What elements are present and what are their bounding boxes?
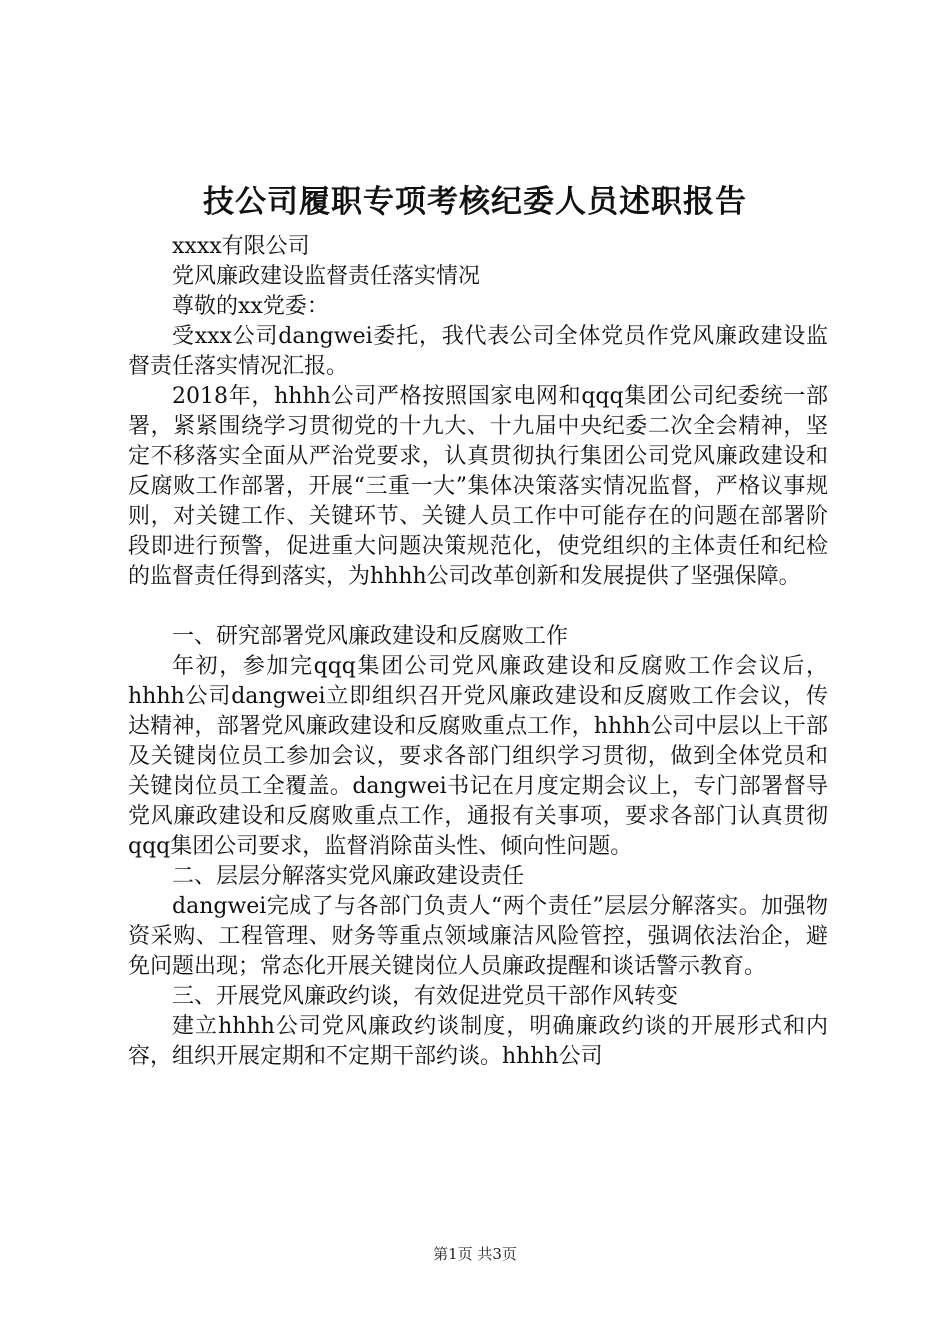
section-3-paragraph: 建立hhhh公司党风廉政约谈制度，明确廉政约谈的开展形式和内容，组织开展定期和不定期干部约谈。hhhh公司 bbox=[128, 1014, 828, 1069]
section-3-heading: 三、开展党风廉政约谈，有效促进党员干部作风转变 bbox=[172, 984, 679, 1009]
subject-line: 党风廉政建设监督责任落实情况 bbox=[172, 264, 481, 289]
section-1-paragraph: 年初，参加完qqq集团公司党风廉政建设和反腐败工作会议后，hhhh公司dangwei立即组织召开党风廉政建设和反腐败工作会议，传达精神，部署党风廉政建设和反腐败重点工作，hhhh公司中层以上干部及关键岗位员工参加会议，要求各部门组织学习贯彻，做到全体党员和关键岗位员工全覆盖。dangwei书记在月度定期会议上，专门部署督导党风廉政建设和反腐败重点工作，通报有关事项，要求各部门认真贯彻qqq集团公司要求，监督消除苗头性、倾向性问题。 bbox=[128, 654, 828, 859]
section-2-heading: 二、层层分解落实党风廉政建设责任 bbox=[172, 864, 525, 889]
overview-paragraph: 2018年，hhhh公司严格按照国家电网和qqq集团公司纪委统一部署，紧紧围绕学习贯彻党的十九大、十九届中央纪委二次全会精神，坚定不移落实全面从严治党要求，认真贯彻执行集团公司党风廉政建设和反腐败工作部署，开展“三重一大”集体决策落实情况监督，严格议事规则，对关键工作、关键环节、关键人员工作中可能存在的问题在部署阶段即进行预警，促进重大问题决策规范化，使党组织的主体责任和纪检的监督责任得到落实，为hhhh公司改革创新和发展提供了坚强保障。 bbox=[128, 384, 828, 589]
company-line: xxxx有限公司 bbox=[172, 234, 310, 259]
document-body bbox=[128, 232, 828, 1072]
section-1-heading: 一、研究部署党风廉政建设和反腐败工作 bbox=[172, 624, 569, 649]
blank-line bbox=[128, 592, 828, 622]
salutation-line: 尊敬的xx党委： bbox=[172, 294, 329, 319]
page-footer: 第1页 共3页 bbox=[433, 1245, 517, 1263]
section-2-paragraph: dangwei完成了与各部门负责人“两个责任”层层分解落实。加强物资采购、工程管理、财务等重点领域廉洁风险管控，强调依法治企，避免问题出现；常态化开展关键岗位人员廉政提醒和谈话警示教育。 bbox=[128, 894, 828, 979]
intro-paragraph: 受xxx公司dangwei委托，我代表公司全体党员作党风廉政建设监督责任落实情况汇报。 bbox=[128, 324, 828, 379]
document-title: 技公司履职专项考核纪委人员述职报告 bbox=[203, 184, 747, 220]
